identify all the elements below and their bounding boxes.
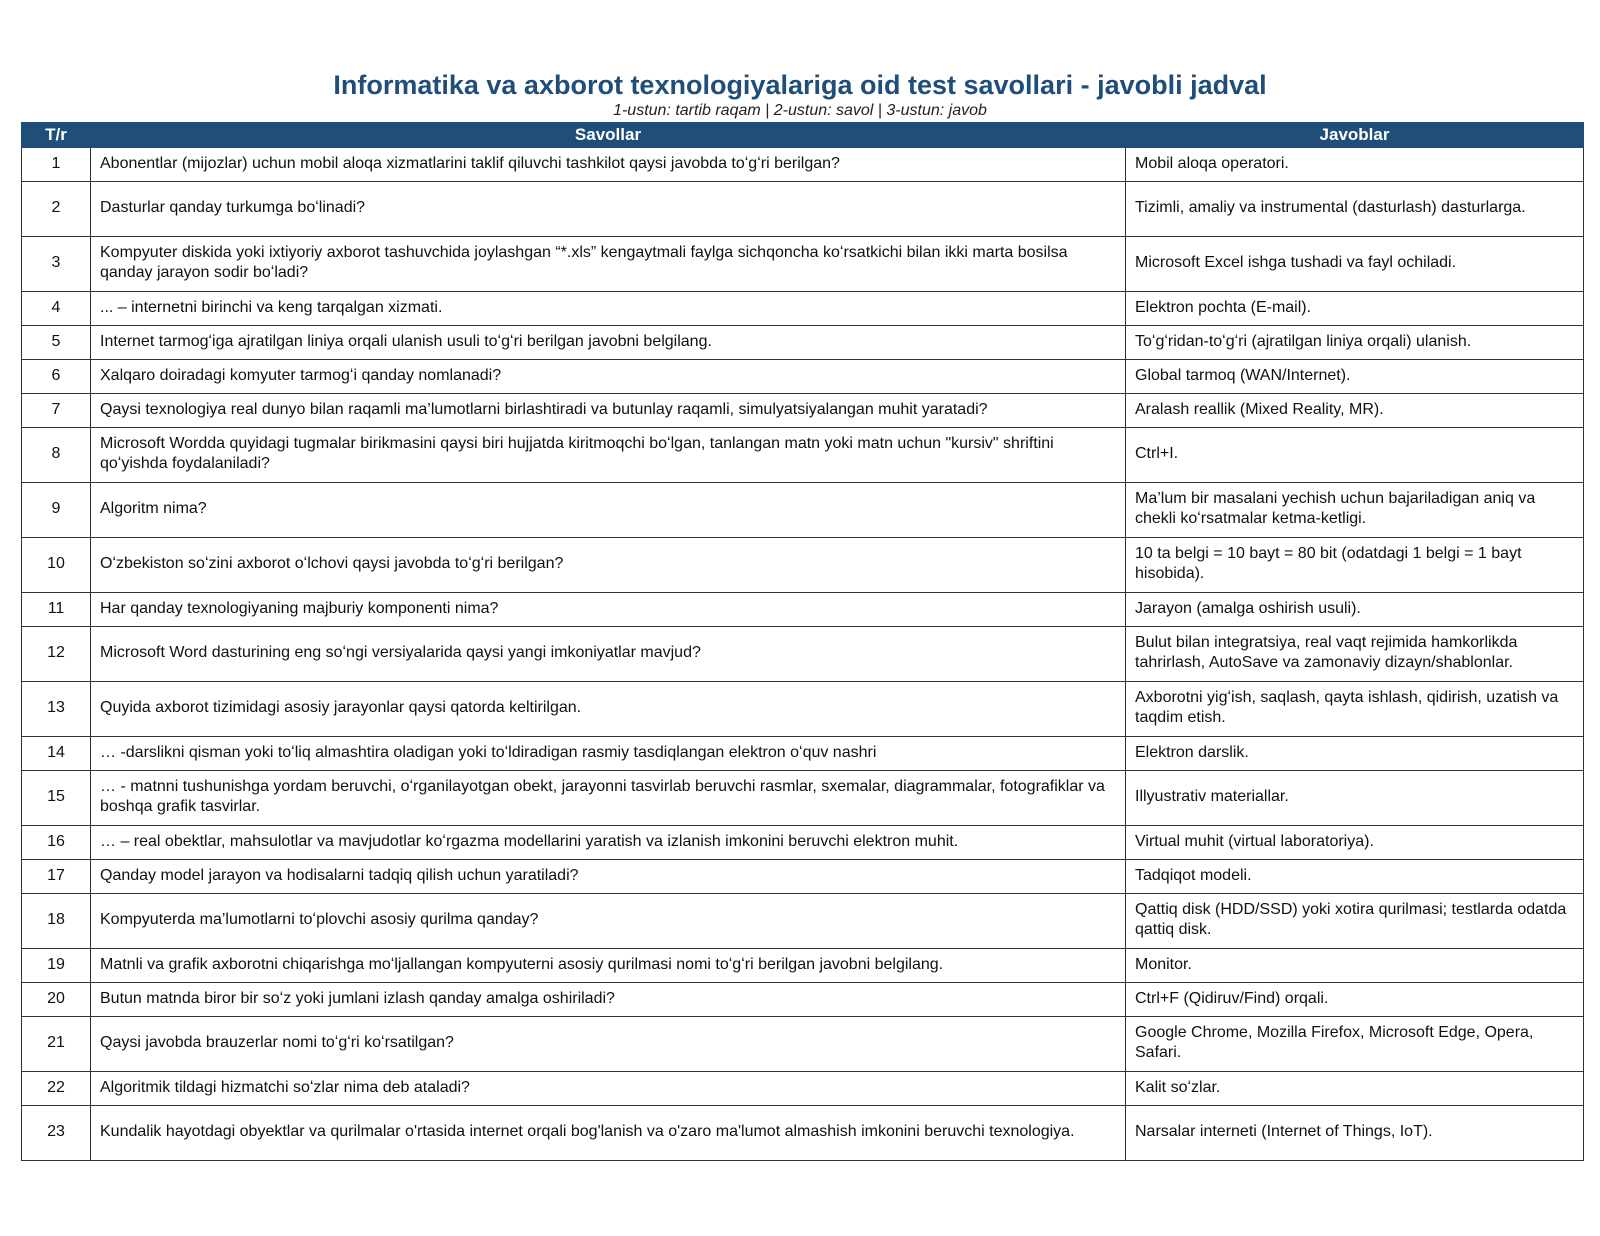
row-question: … -darslikni qisman yoki toʻliq almashtira oladigan yoki toʻldiradigan rasmiy tasdiqlangan elektron oʻquv nashri — [91, 737, 1126, 771]
page-subtitle: 1-ustun: tartib raqam | 2-ustun: savol | 3-ustun: javob — [613, 102, 987, 119]
table-header-row — [22, 123, 1584, 148]
row-number: 16 — [22, 826, 91, 860]
row-question: Kundalik hayotdagi obyektlar va qurilmalar o'rtasida internet orqali bog'lanish va o'zaro ma'lumot almashish imkonini beruvchi texnologiya. — [91, 1106, 1126, 1161]
row-question: … - matnni tushunishga yordam beruvchi, oʻrganilayotgan obekt, jarayonni tasvirlab beruvchi rasmlar, sxemalar, diagrammalar, fotografiklar va boshqa grafik tasvirlar. — [91, 771, 1126, 826]
table-row — [22, 682, 1584, 737]
row-number: 22 — [22, 1072, 91, 1106]
qa-table — [21, 122, 1584, 1161]
row-answer: Illyustrativ materiallar. — [1126, 771, 1584, 826]
table-row — [22, 148, 1584, 182]
row-answer: Jarayon (amalga oshirish usuli). — [1126, 593, 1584, 627]
row-number: 18 — [22, 894, 91, 949]
row-question: Butun matnda biror bir soʻz yoki jumlani izlash qanday amalga oshiriladi? — [91, 983, 1126, 1017]
row-answer: Ctrl+I. — [1126, 428, 1584, 483]
row-number: 8 — [22, 428, 91, 483]
table-row — [22, 237, 1584, 292]
row-question: Algoritmik tildagi hizmatchi soʻzlar nima deb ataladi? — [91, 1072, 1126, 1106]
table-row — [22, 292, 1584, 326]
table-row — [22, 360, 1584, 394]
table-row — [22, 860, 1584, 894]
row-answer: Monitor. — [1126, 949, 1584, 983]
row-number: 9 — [22, 483, 91, 538]
table-row — [22, 826, 1584, 860]
row-number: 2 — [22, 182, 91, 237]
row-number: 4 — [22, 292, 91, 326]
table-row — [22, 627, 1584, 682]
table-row — [22, 394, 1584, 428]
row-question: Abonentlar (mijozlar) uchun mobil aloqa xizmatlarini taklif qiluvchi tashkilot qaysi javobda toʻgʻri berilgan? — [91, 148, 1126, 182]
header-number: T/r — [22, 123, 91, 148]
table-row — [22, 538, 1584, 593]
row-number: 7 — [22, 394, 91, 428]
row-question: Algoritm nima? — [91, 483, 1126, 538]
row-question: Kompyuterda ma’lumotlarni toʻplovchi asosiy qurilma qanday? — [91, 894, 1126, 949]
table-row — [22, 771, 1584, 826]
row-answer: Mobil aloqa operatori. — [1126, 148, 1584, 182]
table-row — [22, 894, 1584, 949]
row-answer: Google Chrome, Mozilla Firefox, Microsoft Edge, Opera, Safari. — [1126, 1017, 1584, 1072]
table-row — [22, 593, 1584, 627]
row-answer: 10 ta belgi = 10 bayt = 80 bit (odatdagi 1 belgi = 1 bayt hisobida). — [1126, 538, 1584, 593]
row-number: 5 — [22, 326, 91, 360]
row-answer: Elektron pochta (E-mail). — [1126, 292, 1584, 326]
row-number: 1 — [22, 148, 91, 182]
row-answer: Microsoft Excel ishga tushadi va fayl ochiladi. — [1126, 237, 1584, 292]
row-answer: Elektron darslik. — [1126, 737, 1584, 771]
row-answer: Qattiq disk (HDD/SSD) yoki xotira qurilmasi; testlarda odatda qattiq disk. — [1126, 894, 1584, 949]
row-question: Quyida axborot tizimidagi asosiy jarayonlar qaysi qatorda keltirilgan. — [91, 682, 1126, 737]
header-answers: Javoblar — [1126, 123, 1584, 148]
row-number: 12 — [22, 627, 91, 682]
row-number: 15 — [22, 771, 91, 826]
row-question: ... – internetni birinchi va keng tarqalgan xizmati. — [91, 292, 1126, 326]
row-answer: Ctrl+F (Qidiruv/Find) orqali. — [1126, 983, 1584, 1017]
row-answer: Narsalar interneti (Internet of Things, IoT). — [1126, 1106, 1584, 1161]
row-question: Har qanday texnologiyaning majburiy komponenti nima? — [91, 593, 1126, 627]
row-answer: Kalit soʻzlar. — [1126, 1072, 1584, 1106]
row-answer: Tadqiqot modeli. — [1126, 860, 1584, 894]
row-number: 21 — [22, 1017, 91, 1072]
page-title: Informatika va axborot texnologiyalariga oid test savollari - javobli jadval — [333, 70, 1267, 100]
row-number: 13 — [22, 682, 91, 737]
header-questions: Savollar — [91, 123, 1126, 148]
row-number: 6 — [22, 360, 91, 394]
row-number: 17 — [22, 860, 91, 894]
table-row — [22, 483, 1584, 538]
table-row — [22, 983, 1584, 1017]
row-question: Microsoft Wordda quyidagi tugmalar birikmasini qaysi biri hujjatda kiritmoqchi boʻlgan, tanlangan matn yoki matn uchun "kursiv" shriftini qoʻyishda foydalaniladi? — [91, 428, 1126, 483]
row-number: 23 — [22, 1106, 91, 1161]
table-row — [22, 182, 1584, 237]
row-answer: Toʻgʻridan-toʻgʻri (ajratilgan liniya orqali) ulanish. — [1126, 326, 1584, 360]
row-number: 14 — [22, 737, 91, 771]
row-answer: Aralash reallik (Mixed Reality, MR). — [1126, 394, 1584, 428]
row-answer: Virtual muhit (virtual laboratoriya). — [1126, 826, 1584, 860]
row-number: 3 — [22, 237, 91, 292]
table-row — [22, 1106, 1584, 1161]
table-row — [22, 1017, 1584, 1072]
row-question: Microsoft Word dasturining eng soʻngi versiyalarida qaysi yangi imkoniyatlar mavjud? — [91, 627, 1126, 682]
table-row — [22, 949, 1584, 983]
row-question: Internet tarmogʻiga ajratilgan liniya orqali ulanish usuli toʻgʻri berilgan javobni belgilang. — [91, 326, 1126, 360]
row-answer: Global tarmoq (WAN/Internet). — [1126, 360, 1584, 394]
row-answer: Tizimli, amaliy va instrumental (dasturlash) dasturlarga. — [1126, 182, 1584, 237]
row-question: Matnli va grafik axborotni chiqarishga moʻljallangan kompyuterni asosiy qurilmasi nomi toʻgʻri berilgan javobni belgilang. — [91, 949, 1126, 983]
row-answer: Axborotni yigʻish, saqlash, qayta ishlash, qidirish, uzatish va taqdim etish. — [1126, 682, 1584, 737]
row-number: 10 — [22, 538, 91, 593]
row-number: 11 — [22, 593, 91, 627]
table-row — [22, 737, 1584, 771]
table-row — [22, 326, 1584, 360]
row-question: Qanday model jarayon va hodisalarni tadqiq qilish uchun yaratiladi? — [91, 860, 1126, 894]
row-answer: Ma’lum bir masalani yechish uchun bajariladigan aniq va chekli koʻrsatmalar ketma-ketligi. — [1126, 483, 1584, 538]
row-number: 19 — [22, 949, 91, 983]
row-question: Dasturlar qanday turkumga boʻlinadi? — [91, 182, 1126, 237]
row-question: Kompyuter diskida yoki ixtiyoriy axborot tashuvchida joylashgan “*.xls” kengaytmali faylga sichqoncha koʻrsatkichi bilan ikki marta bosilsa qanday jarayon sodir boʻladi? — [91, 237, 1126, 292]
row-question: Xalqaro doiradagi komyuter tarmogʻi qanday nomlanadi? — [91, 360, 1126, 394]
row-question: … – real obektlar, mahsulotlar va mavjudotlar koʻrgazma modellarini yaratish va izlanish imkonini beruvchi elektron muhit. — [91, 826, 1126, 860]
row-question: Qaysi javobda brauzerlar nomi toʻgʻri koʻrsatilgan? — [91, 1017, 1126, 1072]
table-row — [22, 428, 1584, 483]
row-answer: Bulut bilan integratsiya, real vaqt rejimida hamkorlikda tahrirlash, AutoSave va zamonaviy dizayn/shablonlar. — [1126, 627, 1584, 682]
row-question: Oʻzbekiston soʻzini axborot oʻlchovi qaysi javobda toʻgʻri berilgan? — [91, 538, 1126, 593]
row-question: Qaysi texnologiya real dunyo bilan raqamli ma’lumotlarni birlashtiradi va butunlay raqamli, simulyatsiyalangan muhit yaratadi? — [91, 394, 1126, 428]
table-row — [22, 1072, 1584, 1106]
row-number: 20 — [22, 983, 91, 1017]
